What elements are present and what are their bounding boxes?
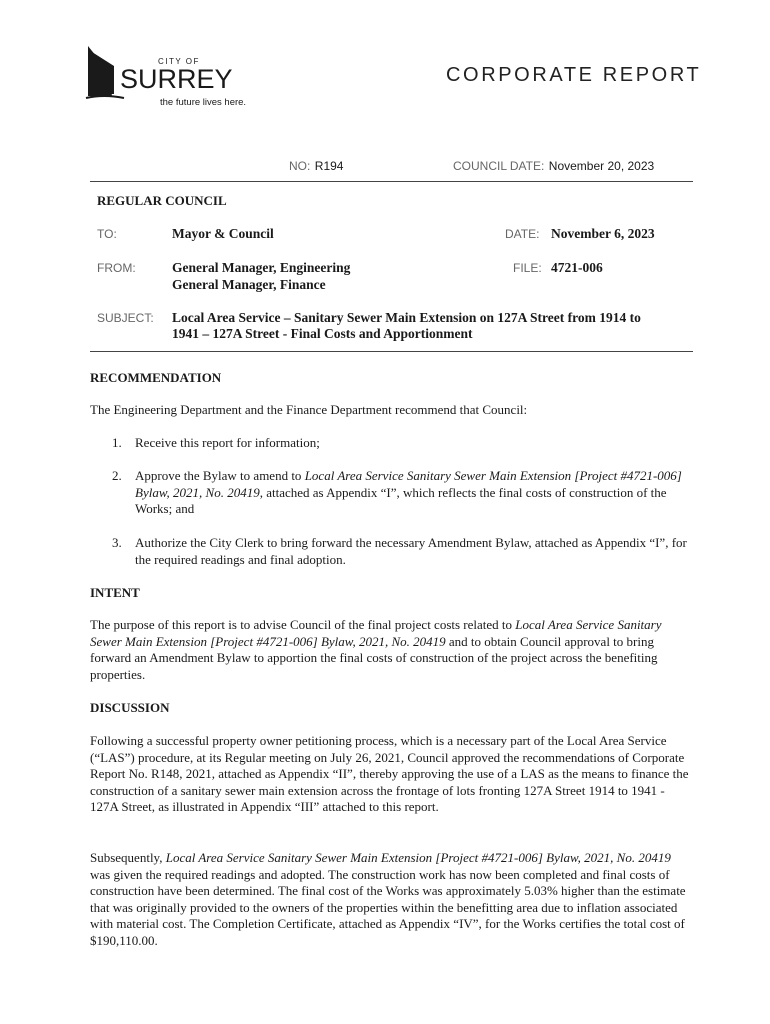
from-line-2: General Manager, Finance bbox=[172, 277, 326, 292]
intent-paragraph: The purpose of this report is to advise Council of the final project costs related to Local Area Service Sanitary Sewer Main Extension [Project #4721-006] Bylaw, 2021, No. 20419 and to obtain Council approval to bring forward an Amendment Bylaw to apportion the final costs of construction of the project across the benefiting properties. bbox=[90, 617, 662, 682]
divider bbox=[90, 351, 693, 352]
list-number: 1. bbox=[112, 435, 122, 450]
report-number-label: NO: bbox=[289, 159, 311, 173]
list-text: Receive this report for information; bbox=[135, 435, 320, 450]
city-of-surrey-logo bbox=[84, 44, 254, 110]
date-value: November 6, 2023 bbox=[551, 226, 655, 241]
to-label: TO: bbox=[97, 227, 117, 241]
regular-council-heading: REGULAR COUNCIL bbox=[97, 193, 227, 208]
discussion-heading: DISCUSSION bbox=[90, 700, 170, 715]
council-date bbox=[453, 157, 654, 175]
file-value: 4721-006 bbox=[551, 260, 603, 275]
from-line-1: General Manager, Engineering bbox=[172, 260, 351, 275]
divider bbox=[90, 181, 693, 182]
report-number-value: R194 bbox=[314, 159, 344, 173]
logo-small-text: CITY OF bbox=[158, 57, 200, 66]
subject-line-2: 1941 – 127A Street - Final Costs and Apportionment bbox=[172, 326, 473, 341]
subject-line-1: Local Area Service – Sanitary Sewer Main Extension on 127A Street from 1914 to bbox=[172, 310, 641, 325]
report-title: CORPORATE REPORT bbox=[446, 64, 702, 86]
list-number: 2. bbox=[112, 468, 122, 483]
discussion-paragraph-2: Subsequently, Local Area Service Sanitary Sewer Main Extension [Project #4721-006] Bylaw, 2021, No. 20419 was given the required readings and adopted. The construction work has now been completed and final costs of construction have been determined. The final cost of the Works was approximately 5.03% higher than the estimate that was originally provided to the owners of the properties within the benefitting area due to inflation associated with material cost. The Completion Certificate, attached as Appendix “IV”, for the Works certifies the total cost of $190,110.00. bbox=[90, 850, 686, 948]
logo-name: SURREY bbox=[120, 64, 233, 94]
discussion-paragraph-1: Following a successful property owner petitioning process, which is a necessary part of the Local Area Service (“LAS”) procedure, at its Regular meeting on July 26, 2021, Council approved the recommendations of Corporate Report No. R148, 2021, attached as Appendix “II”, thereby approving the use of a LAS as the means to finance the construction of a sanitary sewer main extension across the frontage of lots fronting 127A Street 1914 to 1941 - 127A Street, as illustrated in Appendix “III” attached to this report. bbox=[90, 733, 689, 814]
to-value: Mayor & Council bbox=[172, 226, 274, 241]
list-item bbox=[112, 468, 692, 518]
logo-tagline: the future lives here. bbox=[160, 97, 247, 108]
list-text: Approve the Bylaw to amend to Local Area Service Sanitary Sewer Main Extension [Project #4721-006] Bylaw, 2021, No. 20419, attached as Appendix “I”, which reflects the final costs of construction of the Works; and bbox=[135, 468, 682, 516]
list-number: 3. bbox=[112, 535, 122, 550]
list-item bbox=[112, 535, 692, 568]
council-date-label: COUNCIL DATE: bbox=[453, 159, 545, 173]
subject-label: SUBJECT: bbox=[97, 311, 154, 325]
recommendation-intro: The Engineering Department and the Finance Department recommend that Council: bbox=[90, 402, 528, 417]
list-item bbox=[112, 435, 692, 452]
date-label: DATE: bbox=[505, 227, 540, 241]
report-number bbox=[289, 157, 343, 175]
file-label: FILE: bbox=[513, 261, 542, 275]
council-date-value: November 20, 2023 bbox=[548, 159, 655, 173]
recommendation-heading: RECOMMENDATION bbox=[90, 370, 222, 385]
list-text: Authorize the City Clerk to bring forward the necessary Amendment Bylaw, attached as Appendix “I”, for the required readings and final adoption. bbox=[135, 535, 687, 567]
intent-heading: INTENT bbox=[90, 585, 140, 600]
from-label: FROM: bbox=[97, 261, 136, 275]
sail-icon bbox=[84, 44, 254, 110]
